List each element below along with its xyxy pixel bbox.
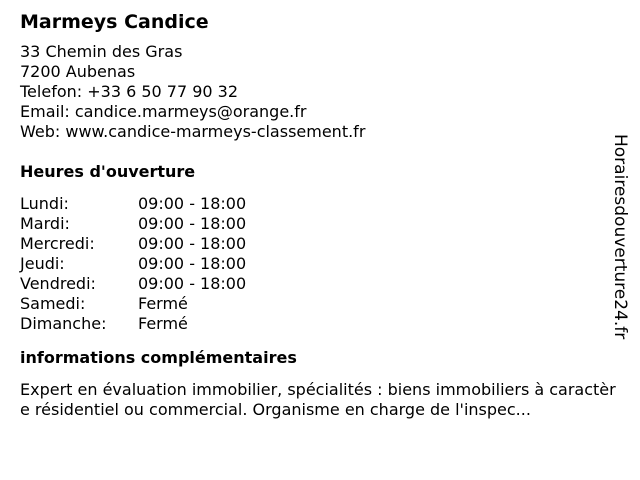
opening-hours-table [20,194,620,334]
business-name: Marmeys Candice [20,11,209,33]
day-label: Lundi: [20,194,69,213]
website-address: Web: www.candice-marmeys-classement.fr [20,122,366,141]
day-label: Vendredi: [20,274,96,293]
day-label: Samedi: [20,294,86,313]
hours-row-saturday [20,294,620,314]
additional-info-heading: informations complémentaires [20,348,297,367]
hours-row-wednesday [20,234,620,254]
day-hours: 09:00 - 18:00 [138,254,247,273]
day-hours: Fermé [138,294,188,313]
day-label: Dimanche: [20,314,107,333]
email-address: Email: candice.marmeys@orange.fr [20,102,307,121]
day-hours: 09:00 - 18:00 [138,214,247,233]
day-hours: Fermé [138,314,188,333]
site-watermark: Horairesdouverture24.fr [610,134,630,340]
day-hours: 09:00 - 18:00 [138,234,247,253]
day-label: Mardi: [20,214,70,233]
day-hours: 09:00 - 18:00 [138,274,247,293]
address-street: 33 Chemin des Gras [20,42,183,61]
day-hours: 09:00 - 18:00 [138,194,247,213]
opening-hours-heading: Heures d'ouverture [20,162,196,181]
hours-row-tuesday [20,214,620,234]
hours-row-monday [20,194,620,214]
hours-row-sunday [20,314,620,334]
business-description: Expert en évaluation immobilier, spécialités : biens immobiliers à caractère résidentiel ou commercial. Organisme en charge de l'inspec... [20,380,616,419]
phone-number: Telefon: +33 6 50 77 90 32 [20,82,239,101]
hours-row-friday [20,274,620,294]
business-card [20,10,620,420]
day-label: Jeudi: [20,254,65,273]
day-label: Mercredi: [20,234,95,253]
address-city: 7200 Aubenas [20,62,136,81]
hours-row-thursday [20,254,620,274]
